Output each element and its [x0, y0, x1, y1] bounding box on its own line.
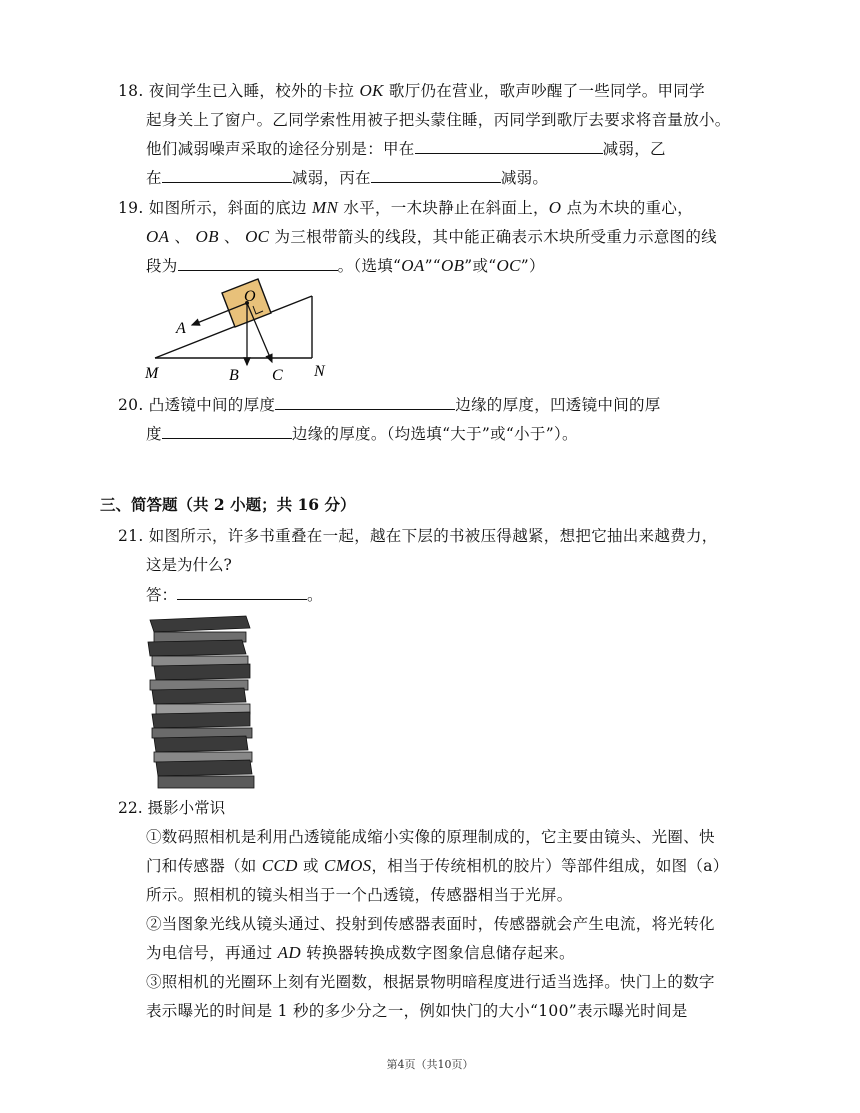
math-text: OC [496, 256, 521, 275]
q21-line2: 这是为什么? [146, 556, 232, 574]
math-text: O [548, 198, 562, 217]
q20-line2 [146, 422, 578, 446]
math-text: CMOS [323, 856, 372, 875]
text: 如图所示，斜面的底边 [148, 199, 307, 217]
math-text: CCD [261, 856, 298, 875]
q21-answer-line [146, 583, 323, 607]
answer-label: 答： [146, 586, 178, 604]
text: 点为木块的重心， [566, 199, 694, 217]
answer-blank[interactable] [177, 583, 307, 600]
q18-line1 [118, 79, 705, 103]
q22-p2-line1: ②当图象光线从镜头通过、投射到传感器表面时，传感器就会产生电流，将光转化 [146, 915, 715, 933]
label-c: C [272, 367, 283, 384]
text: 、 [174, 228, 191, 246]
q19-line3 [146, 254, 545, 278]
question-number: 19. [118, 199, 144, 217]
q22-p3-line2: 表示曝光的时间是 1 秒的多少分之一，例如快门的大小“100”表示曝光时间是 [146, 1002, 688, 1020]
q18-line3 [146, 137, 666, 161]
text: 转换器转换成数字图象信息储存起来。 [306, 944, 575, 962]
q19-line1 [118, 196, 693, 220]
text: 减弱。 [500, 169, 549, 187]
math-text: OB [441, 256, 465, 275]
answer-blank[interactable] [178, 254, 338, 271]
section-title: 三、简答题（共 2 小题；共 16 分） [100, 495, 356, 514]
text: 夜间学生已入睡，校外的卡拉 [148, 82, 355, 100]
answer-blank[interactable] [275, 393, 455, 410]
math-text: OK [359, 81, 384, 100]
math-text: MN [312, 198, 339, 217]
label-b: B [229, 367, 239, 384]
text: 为电信号，再通过 [146, 944, 273, 962]
q18-line4 [146, 166, 548, 190]
label-m: M [145, 365, 159, 382]
text: 。（选填“ [337, 257, 402, 275]
text: 。 [307, 586, 323, 604]
book-stack-image [146, 614, 266, 790]
question-number: 21. [118, 527, 144, 545]
text: 他们减弱噪声采取的途径分别是：甲在 [146, 140, 415, 158]
q22-title-line [118, 796, 225, 820]
text: 在 [146, 169, 162, 187]
label-a: A [176, 320, 186, 337]
q22-p1-line1: ①数码照相机是利用凸透镜能成缩小实像的原理制成的，它主要由镜头、光圈、快 [146, 828, 715, 846]
q20-line1 [118, 393, 661, 417]
text: 、 [224, 228, 240, 246]
q18-line2: 起身关上了窗户。乙同学索性用被子把头蒙住睡，丙同学到歌厅去要求将音量放小。 [146, 111, 731, 129]
text: 摄影小常识 [147, 799, 226, 817]
page-footer: 第4页（共10页） [386, 1058, 474, 1071]
text: 歌厅仍在营业，歌声吵醒了一些同学。甲同学 [388, 82, 705, 100]
text: 如图所示，许多书重叠在一起，越在下层的书被压得越紧，想把它抽出来越费力， [148, 527, 718, 545]
answer-blank[interactable] [162, 166, 292, 183]
text: ”或“ [464, 257, 497, 275]
text: 减弱，丙在 [291, 169, 371, 187]
text: 或 [302, 857, 319, 875]
math-text: AD [277, 943, 301, 962]
answer-blank[interactable] [371, 166, 501, 183]
question-number: 20. [118, 396, 144, 414]
answer-blank[interactable] [162, 422, 292, 439]
text: 边缘的厚度，凹透镜中间的厚 [455, 396, 661, 414]
label-n: N [314, 363, 325, 380]
q22-p1-line3: 所示。照相机的镜头相当于一个凸透镜，传感器相当于光屏。 [146, 886, 573, 904]
label-o: O [244, 288, 256, 305]
question-number: 22. [118, 799, 143, 817]
question-number: 18. [118, 82, 144, 100]
text: 边缘的厚度。（均选填“大于”或“小于”）。 [291, 425, 578, 443]
q22-p3-line1: ③照相机的光圈环上刻有光圈数，根据景物明暗程度进行适当选择。快门上的数字 [146, 973, 715, 991]
text: 减弱，乙 [602, 140, 666, 158]
math-text: OA [146, 227, 170, 246]
q19-line2 [146, 225, 717, 249]
q22-p1-line2 [146, 854, 729, 878]
text: ，相当于传统相机的胶片）等部件组成，如图（a） [371, 857, 729, 875]
answer-blank[interactable] [415, 137, 603, 154]
text: 为三根带箭头的线段，其中能正确表示木块所受重力示意图的线 [274, 228, 717, 246]
text: ”“ [424, 257, 442, 275]
math-text: OC [245, 227, 270, 246]
text: 段为 [146, 257, 178, 275]
text: 凸透镜中间的厚度 [148, 396, 276, 414]
text: 门和传感器（如 [146, 857, 257, 875]
incline-figure [140, 278, 340, 386]
text: 水平，一木块静止在斜面上， [343, 199, 549, 217]
math-text: OB [195, 227, 219, 246]
q21-line1 [118, 524, 718, 548]
math-text: OA [401, 256, 425, 275]
text: 度 [146, 425, 162, 443]
text: ”） [520, 257, 545, 275]
q22-p2-line2 [146, 941, 575, 965]
